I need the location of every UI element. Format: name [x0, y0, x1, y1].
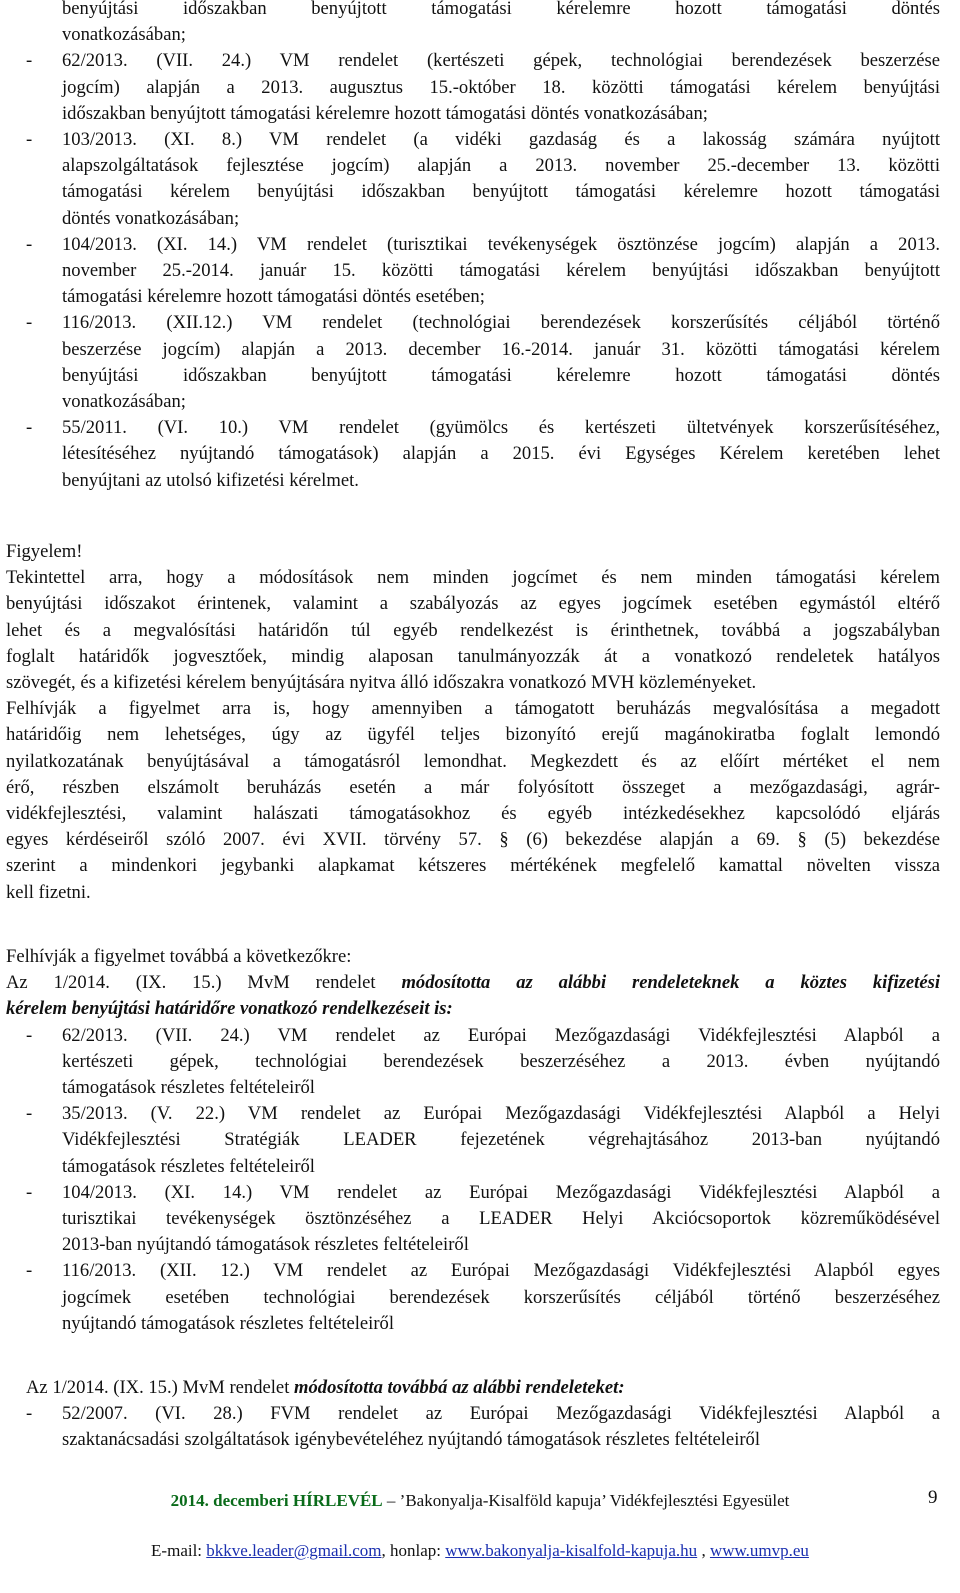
footer-contact [0, 1539, 960, 1563]
list-item-line: 62/2013. (VII. 24.) VM rendelet (kertészeti gépek, technológiai berendezések beszerzése [62, 50, 940, 72]
list-bullet-dash: - [26, 1181, 33, 1203]
list-item-line: vonatkozásában; [62, 24, 186, 46]
paragraph-line: kell fizetni. [6, 881, 91, 903]
list-item-line: alapszolgáltatások fejlesztése jogcím) alapján a 2013. november 25.-december 13. közötti [62, 155, 940, 177]
web-label: , honlap: [381, 1541, 446, 1560]
list-item-line: 52/2007. (VI. 28.) FVM rendelet az Európai Mezőgazdasági Vidékfejlesztési Alapból a [62, 1403, 940, 1425]
paragraph-line: Felhívják a figyelmet arra is, hogy amennyiben a támogatott beruházás megvalósítása a megadott [6, 698, 940, 720]
paragraph-line: szerint a mindenkori jegybanki alapkamat kétszeres mértékének megfelelő kamattal növelten vissza [6, 855, 940, 877]
list-item-line: 104/2013. (XI. 14.) VM rendelet az Európai Mezőgazdasági Vidékfejlesztési Alapból a [62, 1181, 940, 1203]
website-link-umvp[interactable]: www.umvp.eu [709, 1541, 809, 1560]
amendment-emphasis: módosította az alábbi rendeleteknek a köztes kifizetési [401, 972, 940, 994]
paragraph-line: lehet és a megvalósítási határidőn túl egyéb rendelkezést is érinthetnek, továbbá a jogszabályban [6, 619, 940, 641]
list-item-line: kertészeti gépek, technológiai berendezések beszerzéséhez a 2013. évben nyújtandó [62, 1050, 940, 1072]
list-item-line: létesítéséhez nyújtandó támogatások) alapján a 2015. évi Egységes Kérelem keretében lehet [62, 443, 940, 465]
list-item-line: 103/2013. (XI. 8.) VM rendelet (a vidéki gazdaság és a lakosság számára nyújtott [62, 129, 940, 150]
list-bullet-dash: - [26, 1403, 33, 1425]
footer-title-line [0, 1489, 960, 1513]
list-item-line: 116/2013. (XII.12.) VM rendelet (technológiai berendezések korszerűsítés céljából történő [62, 312, 940, 334]
organization-name: ’Bakonyalja-Kisalföld kapuja’ Vidékfejlesztési Egyesület [399, 1491, 790, 1510]
email-link[interactable]: bkkve.leader@gmail.com [206, 1541, 382, 1560]
paragraph-line: Tekintettel arra, hogy a módosítások nem minden jogcímet és nem minden támogatási kérelem [6, 567, 940, 589]
list-item-line: 62/2013. (VII. 24.) VM rendelet az Európai Mezőgazdasági Vidékfejlesztési Alapból a [62, 1024, 940, 1046]
amendment-emphasis: módosította továbbá az alábbi rendeleteket: [294, 1377, 625, 1398]
paragraph-line: vidékfejlesztési, valamint halászati támogatásokhoz és egyéb intézkedésekhez kapcsolódó eljárás [6, 803, 940, 824]
paragraph-line: szövegét, és a kifizetési kérelem benyújtására nyitva álló időszakra vonatkozó MVH közleményeket. [6, 672, 757, 693]
list-bullet-dash: - [26, 129, 33, 150]
list-item-line: 104/2013. (XI. 14.) VM rendelet (turisztikai tevékenységek ösztönzése jogcím) alapján a 2013. [62, 233, 940, 255]
paragraph-line: benyújtási időszakot érintenek, valamint a szabályozás az egyes jogcímek esetében egymástól eltérő [6, 593, 940, 615]
list-item-line: támogatási kérelemre hozott támogatási döntés esetében; [62, 286, 485, 308]
list-item-line: időszakban benyújtott támogatási kérelemre hozott támogatási döntés vonatkozásában; [62, 102, 708, 124]
amendment-heading [26, 1375, 625, 1401]
list-bullet-dash: - [26, 1260, 33, 1282]
list-item-line: jogcím) alapján a 2013. augusztus 15.-október 18. közötti támogatási kérelem benyújtási [62, 76, 940, 98]
list-item-line: benyújtani az utolsó kifizetési kérelmet. [62, 469, 359, 491]
amendment-emphasis: kérelem benyújtási határidőre vonatkozó rendelkezéseit is: [6, 998, 453, 1020]
list-item-line: turisztikai tevékenységek ösztönzéséhez a LEADER Helyi Akciócsoportok közreműködésével [62, 1208, 940, 1229]
list-item-line: vonatkozásában; [62, 391, 186, 412]
list-item-line: benyújtási időszakban benyújtott támogatási kérelemre hozott támogatási döntés [62, 364, 940, 386]
list-item-line: november 25.-2014. január 15. közötti támogatási kérelem benyújtási időszakban benyújtott [62, 260, 940, 281]
amendment-prefix: Az 1/2014. (IX. 15.) MvM rendelet [26, 1377, 295, 1398]
list-item-line: jogcímek esetében technológiai berendezések korszerűsítés céljából történő beszerzéséhez [62, 1286, 940, 1308]
list-item-line: 35/2013. (V. 22.) VM rendelet az Európai Mezőgazdasági Vidékfejlesztési Alapból a Helyi [62, 1103, 940, 1125]
list-item-line: szaktanácsadási szolgáltatások igénybevételéhez nyújtandó támogatások részletes feltételeiről [62, 1429, 761, 1451]
paragraph-line: nyilatkozatának benyújtásával a támogatásról lemondhat. Megkezdett és az előírt mértéket el nem [6, 750, 940, 772]
link-separator: , [697, 1541, 710, 1560]
list-item-line: döntés vonatkozásában; [62, 207, 240, 229]
list-bullet-dash: - [26, 417, 33, 439]
list-item-line: támogatási kérelem benyújtási időszakban benyújtott támogatási kérelemre hozott támogatási [62, 181, 940, 203]
paragraph-line: egyes kérdéseiről szóló 2007. évi XVII. törvény 57. § (6) bekezdése alapján a 69. § (5) bekezdése [6, 829, 940, 851]
page-number: 9 [928, 1487, 938, 1508]
list-bullet-dash: - [26, 312, 33, 334]
list-item-line: benyújtási időszakban benyújtott támogatási kérelemre hozott támogatási döntés [62, 0, 940, 19]
list-item-line: 55/2011. (VI. 10.) VM rendelet (gyümölcs és kertészeti ültetvények korszerűsítéséhez, [62, 417, 940, 439]
warning-title: Figyelem! [6, 541, 83, 562]
list-bullet-dash: - [26, 1024, 33, 1046]
paragraph-line: foglalt határidők jogvesztőek, mindig alaposan tanulmányozzák át a vonatkozó rendeletek hatályos [6, 645, 940, 667]
website-link[interactable]: www.bakonyalja-kisalfold-kapuja.hu [445, 1541, 698, 1560]
list-item-line: támogatások részletes feltételeiről [62, 1155, 315, 1177]
email-label: E-mail: [151, 1541, 207, 1560]
list-item-line: támogatások részletes feltételeiről [62, 1077, 315, 1098]
notice-line: Felhívják a figyelmet továbbá a következőkre: [6, 946, 352, 967]
paragraph-line: határidőig nem lehetséges, úgy az ügyfél teljes bizonyító erejű magánokiratba foglalt lemondó [6, 724, 940, 746]
footer-separator: – [382, 1491, 400, 1510]
paragraph-line: érő, részben elszámolt beruházás esetén a már folyósított összeget a mezőgazdasági, agrár- [6, 776, 940, 798]
list-bullet-dash: - [26, 1103, 33, 1125]
list-item-line: Vidékfejlesztési Stratégiák LEADER fejezetének végrehajtásához 2013-ban nyújtandó [62, 1129, 940, 1151]
list-item-line: 2013-ban nyújtandó támogatások részletes feltételeiről [62, 1234, 469, 1256]
newsletter-title: 2014. decemberi HÍRLEVÉL [170, 1491, 383, 1510]
amendment-prefix: Az 1/2014. (IX. 15.) MvM rendelet [6, 972, 402, 994]
amendment-heading [6, 970, 940, 996]
list-bullet-dash: - [26, 50, 33, 72]
list-item-line: beszerzése jogcím) alapján a 2013. december 16.-2014. január 31. közötti támogatási kérelem [62, 338, 940, 360]
list-bullet-dash: - [26, 233, 33, 255]
list-item-line: nyújtandó támogatások részletes feltételeiről [62, 1312, 394, 1334]
list-item-line: 116/2013. (XII. 12.) VM rendelet az Európai Mezőgazdasági Vidékfejlesztési Alapból egyes [62, 1260, 940, 1282]
